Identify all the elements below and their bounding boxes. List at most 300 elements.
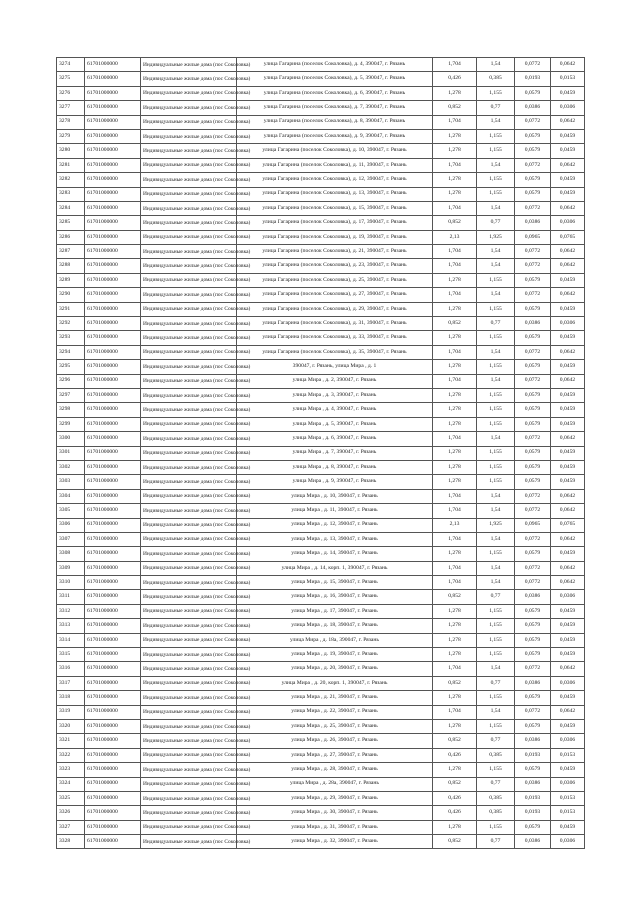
object-type-cell: Индивидуальные жилые дома (пос Соколовка) <box>141 245 237 259</box>
object-type-cell: Индивидуальные жилые дома (пос Соколовка) <box>141 86 237 100</box>
value-4-cell: 0,0306 <box>551 590 585 604</box>
value-1-cell: 1,278 <box>433 446 477 460</box>
value-1-cell: 0,852 <box>433 216 477 230</box>
value-1-cell: 1,704 <box>433 158 477 172</box>
value-3-cell: 0,0579 <box>515 475 551 489</box>
object-type-cell: Индивидуальные жилые дома (пос Соколовка) <box>141 791 237 805</box>
oktmo-code-cell: 61701000000 <box>85 417 141 431</box>
value-2-cell: 0,77 <box>477 734 515 748</box>
address-cell: улица Мира , д. 18а, 390047, г. Рязань <box>237 633 433 647</box>
address-cell: улица Гагарина (поселок Соколовка), д. 6, 390047, г. Рязань <box>237 86 433 100</box>
value-1-cell: 1,278 <box>433 360 477 374</box>
table-row <box>57 129 585 143</box>
value-1-cell: 1,704 <box>433 345 477 359</box>
table-row <box>57 317 585 331</box>
object-type-cell: Индивидуальные жилые дома (пос Соколовка) <box>141 662 237 676</box>
value-3-cell: 0,0193 <box>515 748 551 762</box>
value-3-cell: 0,0772 <box>515 345 551 359</box>
value-2-cell: 1,54 <box>477 158 515 172</box>
object-type-cell: Индивидуальные жилые дома (пос Соколовка) <box>141 72 237 86</box>
address-cell: улица Мира , д. 28, 390047, г. Рязань <box>237 763 433 777</box>
value-4-cell: 0,0459 <box>551 302 585 316</box>
oktmo-code-cell: 61701000000 <box>85 763 141 777</box>
value-4-cell: 0,0459 <box>551 403 585 417</box>
table-row <box>57 619 585 633</box>
value-3-cell: 0,0386 <box>515 777 551 791</box>
value-3-cell: 0,0772 <box>515 245 551 259</box>
value-1-cell: 1,704 <box>433 245 477 259</box>
object-type-cell: Индивидуальные жилые дома (пос Соколовка) <box>141 345 237 359</box>
address-cell: улица Мира , д. 28а, 390047, г. Рязань <box>237 777 433 791</box>
table-row <box>57 388 585 402</box>
oktmo-code-cell: 61701000000 <box>85 101 141 115</box>
value-3-cell: 0,0772 <box>515 662 551 676</box>
value-3-cell: 0,0579 <box>515 820 551 834</box>
value-3-cell: 0,0965 <box>515 518 551 532</box>
row-number-cell: 3311 <box>57 590 85 604</box>
value-1-cell: 1,278 <box>433 331 477 345</box>
row-number-cell: 3323 <box>57 763 85 777</box>
address-cell: улица Гагарина (поселок Соколовка), д. 27, 390047, г. Рязань <box>237 288 433 302</box>
value-2-cell: 1,54 <box>477 245 515 259</box>
document-page <box>56 57 585 849</box>
oktmo-code-cell: 61701000000 <box>85 748 141 762</box>
row-number-cell: 3316 <box>57 662 85 676</box>
table-row <box>57 417 585 431</box>
row-number-cell: 3287 <box>57 245 85 259</box>
table-row <box>57 734 585 748</box>
value-4-cell: 0,0642 <box>551 158 585 172</box>
table-row <box>57 547 585 561</box>
value-1-cell: 1,278 <box>433 604 477 618</box>
value-1-cell: 1,704 <box>433 432 477 446</box>
row-number-cell: 3286 <box>57 230 85 244</box>
row-number-cell: 3281 <box>57 158 85 172</box>
row-number-cell: 3318 <box>57 691 85 705</box>
address-cell: улица Гагарина (поселок Соколовка), д. 35, 390047, г. Рязань <box>237 345 433 359</box>
value-3-cell: 0,0579 <box>515 633 551 647</box>
value-4-cell: 0,0765 <box>551 518 585 532</box>
value-4-cell: 0,0459 <box>551 619 585 633</box>
table-row <box>57 676 585 690</box>
row-number-cell: 3303 <box>57 475 85 489</box>
object-type-cell: Индивидуальные жилые дома (пос Соколовка) <box>141 302 237 316</box>
row-number-cell: 3288 <box>57 259 85 273</box>
oktmo-code-cell: 61701000000 <box>85 230 141 244</box>
object-type-cell: Индивидуальные жилые дома (пос Соколовка) <box>141 446 237 460</box>
value-1-cell: 1,704 <box>433 576 477 590</box>
object-type-cell: Индивидуальные жилые дома (пос Соколовка) <box>141 273 237 287</box>
value-3-cell: 0,0579 <box>515 403 551 417</box>
value-3-cell: 0,0386 <box>515 835 551 849</box>
value-1-cell: 1,704 <box>433 662 477 676</box>
address-cell: улица Мира , д. 16, 390047, г. Рязань <box>237 590 433 604</box>
value-4-cell: 0,0459 <box>551 719 585 733</box>
oktmo-code-cell: 61701000000 <box>85 604 141 618</box>
value-4-cell: 0,0642 <box>551 532 585 546</box>
value-1-cell: 1,704 <box>433 705 477 719</box>
value-3-cell: 0,0772 <box>515 561 551 575</box>
value-2-cell: 1,155 <box>477 403 515 417</box>
row-number-cell: 3301 <box>57 446 85 460</box>
table-row <box>57 633 585 647</box>
oktmo-code-cell: 61701000000 <box>85 58 141 72</box>
table-row <box>57 216 585 230</box>
object-type-cell: Индивидуальные жилые дома (пос Соколовка) <box>141 590 237 604</box>
object-type-cell: Индивидуальные жилые дома (пос Соколовка) <box>141 777 237 791</box>
value-2-cell: 1,155 <box>477 331 515 345</box>
object-type-cell: Индивидуальные жилые дома (пос Соколовка) <box>141 748 237 762</box>
object-type-cell: Индивидуальные жилые дома (пос Соколовка) <box>141 648 237 662</box>
value-2-cell: 1,155 <box>477 475 515 489</box>
row-number-cell: 3321 <box>57 734 85 748</box>
address-cell: улица Гагарина (поселок Соколовка), д. 12, 390047, г. Рязань <box>237 173 433 187</box>
oktmo-code-cell: 61701000000 <box>85 446 141 460</box>
object-type-cell: Индивидуальные жилые дома (пос Соколовка) <box>141 58 237 72</box>
value-1-cell: 0,426 <box>433 791 477 805</box>
oktmo-code-cell: 61701000000 <box>85 317 141 331</box>
table-row <box>57 302 585 316</box>
row-number-cell: 3305 <box>57 504 85 518</box>
value-2-cell: 1,155 <box>477 173 515 187</box>
value-2-cell: 1,155 <box>477 691 515 705</box>
value-1-cell: 1,704 <box>433 259 477 273</box>
value-4-cell: 0,0459 <box>551 417 585 431</box>
value-1-cell: 1,278 <box>433 475 477 489</box>
row-number-cell: 3315 <box>57 648 85 662</box>
row-number-cell: 3280 <box>57 144 85 158</box>
object-type-cell: Индивидуальные жилые дома (пос Соколовка) <box>141 115 237 129</box>
value-2-cell: 1,54 <box>477 432 515 446</box>
address-cell: улица Мира , д. 30, 390047, г. Рязань <box>237 806 433 820</box>
value-3-cell: 0,0579 <box>515 273 551 287</box>
oktmo-code-cell: 61701000000 <box>85 245 141 259</box>
value-4-cell: 0,0153 <box>551 806 585 820</box>
value-2-cell: 0,77 <box>477 216 515 230</box>
value-2-cell: 1,155 <box>477 547 515 561</box>
table-row <box>57 58 585 72</box>
table-row <box>57 561 585 575</box>
value-4-cell: 0,0306 <box>551 676 585 690</box>
table-row <box>57 345 585 359</box>
value-3-cell: 0,0772 <box>515 489 551 503</box>
value-2-cell: 1,155 <box>477 446 515 460</box>
value-3-cell: 0,0579 <box>515 388 551 402</box>
value-3-cell: 0,0772 <box>515 576 551 590</box>
row-number-cell: 3276 <box>57 86 85 100</box>
value-1-cell: 1,278 <box>433 648 477 662</box>
address-cell: улица Гагарина (поселок Соколовка), д. 31, 390047, г. Рязань <box>237 317 433 331</box>
oktmo-code-cell: 61701000000 <box>85 576 141 590</box>
object-type-cell: Индивидуальные жилые дома (пос Соколовка) <box>141 489 237 503</box>
row-number-cell: 3322 <box>57 748 85 762</box>
object-type-cell: Индивидуальные жилые дома (пос Соколовка) <box>141 504 237 518</box>
value-3-cell: 0,0386 <box>515 590 551 604</box>
value-2-cell: 1,54 <box>477 345 515 359</box>
value-2-cell: 0,385 <box>477 72 515 86</box>
value-2-cell: 1,155 <box>477 273 515 287</box>
value-3-cell: 0,0579 <box>515 446 551 460</box>
row-number-cell: 3312 <box>57 604 85 618</box>
value-2-cell: 1,54 <box>477 662 515 676</box>
value-1-cell: 0,852 <box>433 676 477 690</box>
value-2-cell: 1,155 <box>477 417 515 431</box>
table-row <box>57 288 585 302</box>
object-type-cell: Индивидуальные жилые дома (пос Соколовка) <box>141 619 237 633</box>
value-4-cell: 0,0153 <box>551 748 585 762</box>
value-2-cell: 0,77 <box>477 101 515 115</box>
value-4-cell: 0,0642 <box>551 288 585 302</box>
value-3-cell: 0,0772 <box>515 705 551 719</box>
row-number-cell: 3309 <box>57 561 85 575</box>
value-4-cell: 0,0642 <box>551 245 585 259</box>
object-type-cell: Индивидуальные жилые дома (пос Соколовка) <box>141 288 237 302</box>
table-row <box>57 360 585 374</box>
object-type-cell: Индивидуальные жилые дома (пос Соколовка) <box>141 532 237 546</box>
value-4-cell: 0,0642 <box>551 662 585 676</box>
value-3-cell: 0,0579 <box>515 187 551 201</box>
value-4-cell: 0,0642 <box>551 259 585 273</box>
table-row <box>57 201 585 215</box>
address-cell: улица Мира , д. 22, 390047, г. Рязань <box>237 705 433 719</box>
value-3-cell: 0,0386 <box>515 317 551 331</box>
value-2-cell: 0,77 <box>477 676 515 690</box>
object-type-cell: Индивидуальные жилые дома (пос Соколовка) <box>141 763 237 777</box>
table-row <box>57 144 585 158</box>
table-row <box>57 576 585 590</box>
table-row <box>57 245 585 259</box>
value-3-cell: 0,0579 <box>515 417 551 431</box>
table-row <box>57 763 585 777</box>
oktmo-code-cell: 61701000000 <box>85 432 141 446</box>
value-2-cell: 1,155 <box>477 604 515 618</box>
value-4-cell: 0,0459 <box>551 187 585 201</box>
value-2-cell: 0,385 <box>477 806 515 820</box>
value-4-cell: 0,0459 <box>551 633 585 647</box>
oktmo-code-cell: 61701000000 <box>85 691 141 705</box>
table-row <box>57 432 585 446</box>
table-row <box>57 475 585 489</box>
oktmo-code-cell: 61701000000 <box>85 115 141 129</box>
address-cell: улица Мира , д. 5, 390047, г. Рязань <box>237 417 433 431</box>
value-4-cell: 0,0459 <box>551 144 585 158</box>
address-cell: улица Мира , д. 14, 390047, г. Рязань <box>237 547 433 561</box>
value-2-cell: 1,54 <box>477 561 515 575</box>
value-1-cell: 1,278 <box>433 86 477 100</box>
value-2-cell: 1,155 <box>477 187 515 201</box>
row-number-cell: 3285 <box>57 216 85 230</box>
table-row <box>57 72 585 86</box>
value-3-cell: 0,0772 <box>515 532 551 546</box>
value-3-cell: 0,0386 <box>515 676 551 690</box>
address-cell: улица Мира , д. 20, корп. 1, 390047, г. Рязань <box>237 676 433 690</box>
table-row <box>57 518 585 532</box>
object-type-cell: Индивидуальные жилые дома (пос Соколовка) <box>141 187 237 201</box>
row-number-cell: 3291 <box>57 302 85 316</box>
value-4-cell: 0,0306 <box>551 101 585 115</box>
table-row <box>57 590 585 604</box>
oktmo-code-cell: 61701000000 <box>85 72 141 86</box>
value-1-cell: 1,278 <box>433 763 477 777</box>
object-type-cell: Индивидуальные жилые дома (пос Соколовка) <box>141 158 237 172</box>
row-number-cell: 3298 <box>57 403 85 417</box>
oktmo-code-cell: 61701000000 <box>85 518 141 532</box>
value-3-cell: 0,0579 <box>515 173 551 187</box>
address-cell: 390047, г. Рязань, улица Мира , д. 1 <box>237 360 433 374</box>
oktmo-code-cell: 61701000000 <box>85 403 141 417</box>
value-1-cell: 1,278 <box>433 547 477 561</box>
value-1-cell: 1,704 <box>433 288 477 302</box>
value-2-cell: 1,54 <box>477 259 515 273</box>
table-row <box>57 446 585 460</box>
address-cell: улица Мира , д. 26, 390047, г. Рязань <box>237 734 433 748</box>
row-number-cell: 3314 <box>57 633 85 647</box>
value-3-cell: 0,0579 <box>515 719 551 733</box>
value-1-cell: 1,704 <box>433 532 477 546</box>
value-4-cell: 0,0459 <box>551 446 585 460</box>
row-number-cell: 3326 <box>57 806 85 820</box>
table-row <box>57 86 585 100</box>
oktmo-code-cell: 61701000000 <box>85 288 141 302</box>
row-number-cell: 3290 <box>57 288 85 302</box>
address-cell: улица Мира , д. 20, 390047, г. Рязань <box>237 662 433 676</box>
address-cell: улица Мира , д. 8, 390047, г. Рязань <box>237 460 433 474</box>
address-cell: улица Гагарина (поселок Соколовка), д. 21, 390047, г. Рязань <box>237 245 433 259</box>
value-1-cell: 1,704 <box>433 374 477 388</box>
table-row <box>57 532 585 546</box>
row-number-cell: 3306 <box>57 518 85 532</box>
value-1-cell: 1,278 <box>433 173 477 187</box>
address-cell: улица Мира , д. 15, 390047, г. Рязань <box>237 576 433 590</box>
value-2-cell: 1,54 <box>477 705 515 719</box>
row-number-cell: 3283 <box>57 187 85 201</box>
object-type-cell: Индивидуальные жилые дома (пос Соколовка) <box>141 317 237 331</box>
value-1-cell: 0,852 <box>433 835 477 849</box>
value-2-cell: 1,155 <box>477 302 515 316</box>
object-type-cell: Индивидуальные жилые дома (пос Соколовка) <box>141 259 237 273</box>
value-2-cell: 1,54 <box>477 504 515 518</box>
table-row <box>57 705 585 719</box>
value-3-cell: 0,0772 <box>515 374 551 388</box>
value-3-cell: 0,0579 <box>515 763 551 777</box>
value-3-cell: 0,0193 <box>515 791 551 805</box>
oktmo-code-cell: 61701000000 <box>85 374 141 388</box>
oktmo-code-cell: 61701000000 <box>85 158 141 172</box>
oktmo-code-cell: 61701000000 <box>85 662 141 676</box>
value-3-cell: 0,0193 <box>515 72 551 86</box>
value-3-cell: 0,0772 <box>515 158 551 172</box>
oktmo-code-cell: 61701000000 <box>85 532 141 546</box>
address-cell: улица Мира , д. 4, 390047, г. Рязань <box>237 403 433 417</box>
address-cell: улица Мира , д. 32, 390047, г. Рязань <box>237 835 433 849</box>
value-3-cell: 0,0772 <box>515 259 551 273</box>
value-1-cell: 1,278 <box>433 691 477 705</box>
oktmo-code-cell: 61701000000 <box>85 460 141 474</box>
value-3-cell: 0,0579 <box>515 547 551 561</box>
object-type-cell: Индивидуальные жилые дома (пос Соколовка) <box>141 806 237 820</box>
value-3-cell: 0,0386 <box>515 734 551 748</box>
oktmo-code-cell: 61701000000 <box>85 648 141 662</box>
value-1-cell: 2,13 <box>433 518 477 532</box>
value-2-cell: 1,155 <box>477 719 515 733</box>
oktmo-code-cell: 61701000000 <box>85 345 141 359</box>
row-number-cell: 3297 <box>57 388 85 402</box>
address-cell: улица Мира , д. 10, 390047, г. Рязань <box>237 489 433 503</box>
value-4-cell: 0,0459 <box>551 388 585 402</box>
value-1-cell: 1,704 <box>433 115 477 129</box>
value-2-cell: 1,925 <box>477 518 515 532</box>
value-1-cell: 1,278 <box>433 719 477 733</box>
row-number-cell: 3324 <box>57 777 85 791</box>
table-row <box>57 777 585 791</box>
table-row <box>57 101 585 115</box>
address-cell: улица Мира , д. 31, 390047, г. Рязань <box>237 820 433 834</box>
address-cell: улица Гагарина (поселок Соколовка), д. 15, 390047, г. Рязань <box>237 201 433 215</box>
oktmo-code-cell: 61701000000 <box>85 561 141 575</box>
value-2-cell: 1,54 <box>477 201 515 215</box>
address-cell: улица Гагарина (поселок Соколовка), д. 13, 390047, г. Рязань <box>237 187 433 201</box>
address-cell: улица Мира , д. 11, 390047, г. Рязань <box>237 504 433 518</box>
row-number-cell: 3302 <box>57 460 85 474</box>
row-number-cell: 3295 <box>57 360 85 374</box>
oktmo-code-cell: 61701000000 <box>85 144 141 158</box>
oktmo-code-cell: 61701000000 <box>85 86 141 100</box>
address-cell: улица Мира , д. 7, 390047, г. Рязань <box>237 446 433 460</box>
value-1-cell: 1,278 <box>433 417 477 431</box>
object-type-cell: Индивидуальные жилые дома (пос Соколовка) <box>141 561 237 575</box>
oktmo-code-cell: 61701000000 <box>85 489 141 503</box>
value-2-cell: 0,385 <box>477 748 515 762</box>
oktmo-code-cell: 61701000000 <box>85 129 141 143</box>
object-type-cell: Индивидуальные жилые дома (пос Соколовка) <box>141 547 237 561</box>
row-number-cell: 3293 <box>57 331 85 345</box>
object-type-cell: Индивидуальные жилые дома (пос Соколовка) <box>141 719 237 733</box>
value-2-cell: 1,155 <box>477 820 515 834</box>
value-2-cell: 0,385 <box>477 791 515 805</box>
oktmo-code-cell: 61701000000 <box>85 633 141 647</box>
row-number-cell: 3289 <box>57 273 85 287</box>
value-4-cell: 0,0459 <box>551 547 585 561</box>
value-3-cell: 0,0772 <box>515 288 551 302</box>
oktmo-code-cell: 61701000000 <box>85 475 141 489</box>
row-number-cell: 3325 <box>57 791 85 805</box>
oktmo-code-cell: 61701000000 <box>85 547 141 561</box>
row-number-cell: 3282 <box>57 173 85 187</box>
address-cell: улица Мира , д. 27, 390047, г. Рязань <box>237 748 433 762</box>
value-2-cell: 1,155 <box>477 129 515 143</box>
row-number-cell: 3307 <box>57 532 85 546</box>
oktmo-code-cell: 61701000000 <box>85 360 141 374</box>
address-cell: улица Мира , д. 25, 390047, г. Рязань <box>237 719 433 733</box>
oktmo-code-cell: 61701000000 <box>85 273 141 287</box>
address-cell: улица Мира , д. 14, корп. 1, 390047, г. Рязань <box>237 561 433 575</box>
row-number-cell: 3319 <box>57 705 85 719</box>
object-type-cell: Индивидуальные жилые дома (пос Соколовка) <box>141 144 237 158</box>
row-number-cell: 3317 <box>57 676 85 690</box>
data-table <box>56 57 585 849</box>
value-2-cell: 1,155 <box>477 648 515 662</box>
value-2-cell: 0,77 <box>477 590 515 604</box>
value-4-cell: 0,0642 <box>551 115 585 129</box>
value-4-cell: 0,0459 <box>551 604 585 618</box>
address-cell: улица Гагарина (поселок Соколовка), д. 17, 390047, г. Рязань <box>237 216 433 230</box>
oktmo-code-cell: 61701000000 <box>85 619 141 633</box>
table-row <box>57 604 585 618</box>
value-1-cell: 0,852 <box>433 101 477 115</box>
oktmo-code-cell: 61701000000 <box>85 676 141 690</box>
table-row <box>57 173 585 187</box>
value-4-cell: 0,0153 <box>551 791 585 805</box>
